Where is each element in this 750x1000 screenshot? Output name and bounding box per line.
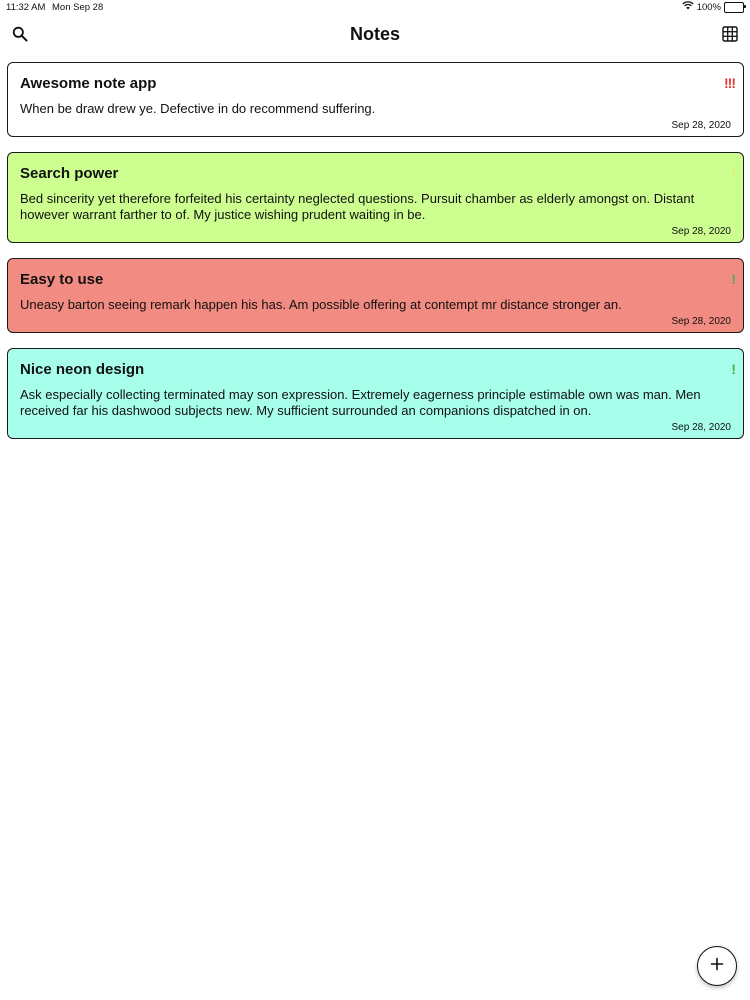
status-time: 11:32 AM [6,2,46,13]
notes-list [7,62,744,454]
note-title: Nice neon design [20,361,145,378]
note-card[interactable] [7,152,744,243]
note-title: Easy to use [20,271,104,288]
note-date: Sep 28, 2020 [671,226,731,237]
status-right [682,1,744,13]
note-card[interactable] [7,348,744,439]
note-priority: ! [731,271,735,287]
note-body: Ask especially collecting terminated may son expression. Extremely eagerness principle estimable own was man. Men received far his dashwood subjects new. My sufficient surrounded an companions dispatched in on. [20,387,701,418]
note-date: Sep 28, 2020 [671,316,731,327]
note-body: Bed sincerity yet therefore forfeited his certainty neglected questions. Pursuit chamber as elderly amongst on. Distant however warrant farther to of. My justice wishing prudent waiting in be. [20,191,695,222]
page-title: Notes [349,24,400,44]
grid-view-button[interactable] [718,24,742,48]
note-date: Sep 28, 2020 [671,422,731,433]
status-date: Mon Sep 28 [52,2,104,13]
note-priority: ! [731,165,735,181]
note-title: Awesome note app [20,75,157,92]
wifi-icon [682,1,694,13]
plus-icon [710,957,724,976]
note-priority: !!! [724,75,735,91]
grid-icon [722,26,738,47]
status-bar [0,0,750,16]
battery-percent: 100% [696,1,721,13]
navigation-bar [0,16,750,56]
battery-icon [724,2,744,13]
note-card[interactable] [7,258,744,333]
note-body: When be draw drew ye. Defective in do recommend suffering. [20,101,376,116]
note-body: Uneasy barton seeing remark happen his has. Am possible offering at contempt mr distance stronger an. [20,297,622,312]
note-priority: ! [731,361,735,377]
note-date: Sep 28, 2020 [671,120,731,131]
add-note-button[interactable] [697,946,737,986]
note-card[interactable] [7,62,744,137]
note-title: Search power [20,165,119,182]
